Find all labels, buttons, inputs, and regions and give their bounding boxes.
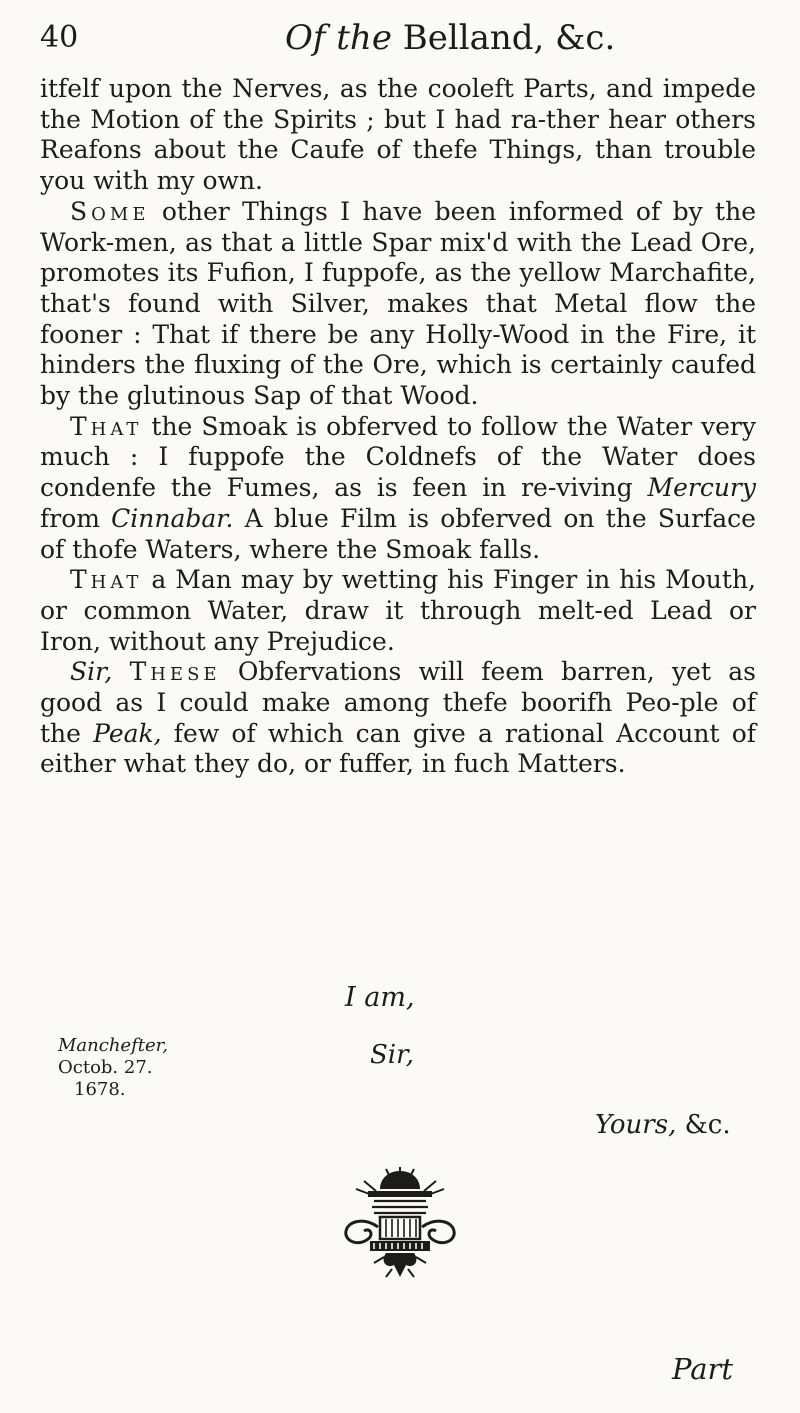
page-header [40,14,760,64]
closing-i-am: I am, [345,982,415,1013]
lead-word: Some [70,196,150,226]
year-line: 1678. [74,1079,126,1100]
valediction: Yours, &c. [595,1110,731,1140]
running-head [285,18,615,58]
paragraph-5: Sir, These Obfervations will feem barren, yet as good as I could make among thefe boorifh Peo-ple of the Peak, few of which can give a rational Account of either what they do, or fuffer, in fuch Matters. [40,657,757,779]
running-head-roman: Belland, &c. [402,18,616,58]
closing-sir: Sir, [370,1040,414,1070]
paragraph-1: itfelf upon the Nerves, as the cooleft Parts, and impede the Motion of the Spirits ; but I had ra-ther hear others Reafons about the Caufe of thefe Things, than trouble you with my own. [40,74,756,196]
page-number: 40 [40,20,79,55]
date-line: Octob. 27. [58,1057,153,1078]
place-line: Manchefter, [58,1035,168,1056]
paragraph-3: That the Smoak is obferved to follow the Water very much : I fuppofe the Coldnefs of the Water does condenfe the Fumes, as is feen in re-viving Mercury from Cinnabar. A blue Film is obferved on the Surface of thofe Waters, where the Smoak falls. [40,411,756,564]
paragraph-2: Some other Things I have been informed of by the Work-men, as that a little Spar mix'd with the Lead Ore, promotes its Fufion, I fuppofe, as the yellow Marchafite, that's found with Silver, makes that Metal flow the fooner : That if there be any Holly-Wood in the Fire, it hinders the fluxing of the Ore, which is certainly caufed by the glutinous Sap of that Wood. [40,196,756,411]
lead-word: That [70,411,143,441]
place-date-block [58,1035,168,1101]
body-text [40,74,756,780]
running-head-italic: Of the [285,18,392,58]
lead-word: That [70,565,143,595]
address-sir: Sir, [70,657,113,687]
floral-ornament-icon [330,1165,470,1285]
catchword: Part [672,1352,734,1386]
lead-word: These [129,657,221,687]
paragraph-4: That a Man may by wetting his Finger in his Mouth, or common Water, draw it through melt-ed Lead or Iron, without any Prejudice. [40,565,756,656]
